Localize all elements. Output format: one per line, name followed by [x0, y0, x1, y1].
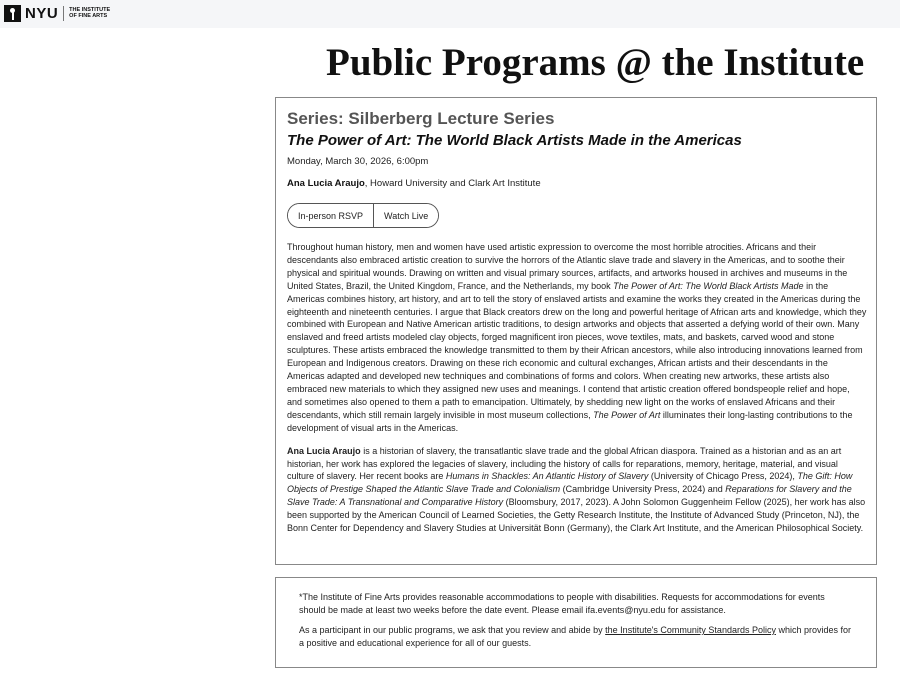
- event-datetime: Monday, March 30, 2026, 6:00pm: [287, 156, 429, 167]
- bio-book-2: The Gift: How Objects of Prestige Shaped the Atlantic Slave Trade and Colonialism: [287, 471, 853, 495]
- standards-text-after: which provides for a positive and educational experience for all of our guests.: [299, 625, 852, 648]
- event-speaker: [287, 178, 866, 189]
- watch-live-button[interactable]: Watch Live: [373, 204, 438, 227]
- accessibility-notice: [275, 577, 877, 668]
- event-title: The Power of Art: The World Black Artists Made in the Americas: [287, 132, 742, 149]
- nyu-ifa-logo[interactable]: [4, 4, 110, 22]
- rsvp-button[interactable]: In-person RSVP: [288, 204, 373, 227]
- event-description: [287, 241, 867, 435]
- bio-text-3: (Cambridge University Press, 2024) and: [560, 484, 726, 495]
- event-card: [275, 97, 877, 565]
- nyu-torch-icon: [4, 5, 21, 22]
- bio-name: Ana Lucia Araujo: [287, 445, 361, 456]
- logo-nyu-text: NYU: [25, 4, 59, 22]
- bio-text-2: (University of Chicago Press, 2024),: [648, 471, 798, 482]
- logo-institute-line1: THE INSTITUTE: [69, 7, 111, 13]
- description-text-3: illuminates their long-lasting contributions to the development of visual arts in the Americas.: [287, 409, 853, 433]
- standards-text-before: As a participant in our public programs, we ask that you review and abide by: [299, 625, 606, 635]
- bio-book-1: Humans in Shackles: An Atlantic History of Slavery: [445, 471, 649, 482]
- description-book-title-short: The Power of Art: [593, 409, 661, 420]
- event-action-buttons: [287, 203, 439, 228]
- logo-institute-line2: OF FINE ARTS: [69, 13, 108, 19]
- speaker-name: Ana Lucia Araujo: [287, 178, 365, 189]
- logo-divider: [63, 6, 64, 21]
- speaker-bio: [287, 445, 867, 535]
- top-bar: [0, 0, 900, 28]
- bio-text-1: is a historian of slavery, the transatlantic slave trade and the global African diaspora. Trained as a historian and as an art historian, her work has explored the legacies of slavery, including the history of calls for reparations, memory, heritage, material, and visual culture of slavery. Her recent books are: [287, 445, 842, 482]
- community-standards-link[interactable]: the Institute's Community Standards Policy: [605, 625, 776, 635]
- page-title: Public Programs @ the Institute: [326, 41, 865, 84]
- bio-book-3: Reparations for Slavery and the Slave Trade: A Transnational and Comparative History: [287, 484, 852, 508]
- description-book-title: The Power of Art: The World Black Artists Made: [613, 280, 804, 291]
- description-text-1: Throughout human history, men and women have used artistic expression to overcome the most horrible atrocities. Africans and their descendants also embraced artistic creation to survive the horrors of the Atlantic slave trade and slavery in the Americas, and to soothe their physical and spiritual wounds. Drawing on written and visual primary sources, artifacts, and artworks housed in archives and museums in the United States, Brazil, the United Kingdom, France, and the Netherlands, my book: [287, 242, 848, 291]
- community-standards-text: [299, 624, 853, 650]
- description-text-2: in the Americas combines history, art history, and art to tell the story of enslaved artists and examine the works they created in the Americas during the eighteenth and nineteenth centuries. I argue that Black creators drew on the long and powerful heritage of African arts and knowledge, which they combined with European and Native American artistic traditions, to design artworks and objects that asserted a defying world of their own. Many enslaved and freed artists modeled clay objects, forged magnificent iron pieces, wove textiles, mats, and baskets, carved wood and stone sculptures. These artists embraced the knowledge transmitted to them by their African ancestors, while also introducing innovations learned from European and Indigenous creators. Drawing on these rich economic and cultural exchanges, African artists and their descendants in the Americas adapted and developed new techniques and combinations of forms and colors. When creating new artworks, these artists also embraced new materials to which they assigned new uses and meanings. I contend that artistic creation offered bondspeople relief and hope, and sometimes also opened to them a path to emancipation. Ultimately, by shedding new light on the works of enslaved Africans and their descendants, which still remain largely invisible in most museum collections,: [287, 280, 867, 420]
- accommodations-text: *The Institute of Fine Arts provides reasonable accommodations to people with disabilities. Requests for accommodations for events should be made at least two weeks before the date event. Please email ifa.events@nyu.edu for assistance.: [299, 592, 825, 615]
- logo-institute-text: [69, 7, 110, 19]
- event-series: Series: Silberberg Lecture Series: [287, 109, 555, 128]
- speaker-affiliation: , Howard University and Clark Art Institute: [364, 178, 541, 189]
- bio-text-4: (Bloomsbury, 2017, 2023). A John Solomon Guggenheim Fellow (2025), her work has also been supported by the American Council of Learned Societies, the Getty Research Institute, the Institute of Advanced Study (Princeton, NJ), the Bonn Center for Dependency and Slavery Studies at Universität Bonn (Germany), the Clark Art Institute, and the American Philosophical Society.: [287, 497, 866, 534]
